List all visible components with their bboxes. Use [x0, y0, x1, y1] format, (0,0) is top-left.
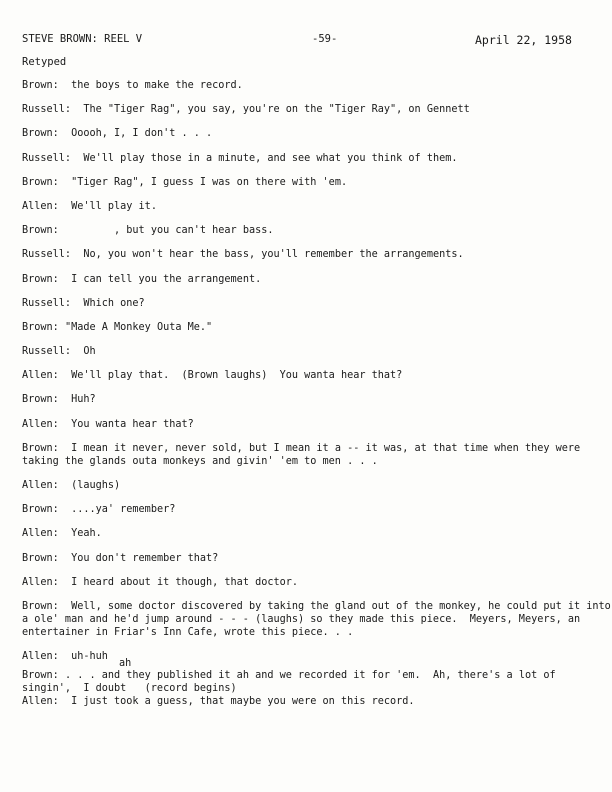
transcript-line	[22, 201, 592, 213]
reel-title: STEVE BROWN: REEL V	[22, 33, 143, 45]
transcript-line	[22, 670, 592, 682]
speaker-name: Brown:	[22, 321, 59, 333]
line-text: entertainer in Friar's Inn Cafe, wrote this piece. . .	[22, 626, 354, 638]
transcript-line	[22, 443, 592, 455]
speaker-name: Russell:	[22, 346, 72, 358]
line-text: Ooooh, I, I don't . . .	[58, 128, 213, 140]
interjection-ah: ah	[119, 658, 132, 670]
speaker-name: Brown:	[22, 504, 59, 516]
speaker-name: Brown:	[22, 80, 59, 91]
line-text: . . . and they published it ah and we recorded it for 'em. Ah, there's a lot of	[58, 670, 556, 682]
line-text: You don't remember that?	[58, 552, 219, 564]
speaker-name: Brown:	[22, 225, 59, 237]
page-number: -59-	[312, 33, 338, 45]
page-date: April 22, 1958	[475, 33, 572, 47]
speaker-name: Brown:	[22, 600, 59, 612]
transcript-line	[22, 225, 592, 237]
line-text: Which one?	[71, 297, 145, 309]
line-text: uh-huh	[58, 651, 108, 663]
transcript-line	[22, 696, 592, 708]
line-text: I can tell you the arrangement.	[58, 273, 262, 285]
speaker-name: Brown:	[22, 394, 59, 406]
transcript-line	[22, 322, 592, 334]
line-text: You wanta hear that?	[58, 418, 194, 430]
transcript-line	[22, 614, 592, 626]
speaker-name: Allen:	[22, 576, 59, 588]
line-text: Huh?	[58, 394, 96, 406]
line-text: We'll play that. (Brown laughs) You wanta hear that?	[58, 370, 403, 382]
line-text: , but you can't hear bass.	[58, 225, 274, 237]
line-text: We'll play it.	[58, 200, 157, 212]
transcript-line	[22, 274, 592, 286]
retyped-label: Retyped	[22, 56, 67, 68]
transcript	[22, 80, 611, 720]
speaker-name: Russell:	[22, 249, 72, 261]
transcript-line	[22, 298, 592, 310]
transcript-line	[22, 683, 592, 695]
line-text: Well, some doctor discovered by taking the gland out of the monkey, he could put it into	[58, 600, 611, 612]
line-text: taking the glands outa monkeys and givin' 'em to men . . .	[22, 455, 378, 467]
transcript-line	[22, 553, 592, 565]
transcript-line	[22, 627, 592, 639]
line-text: "Made A Monkey Outa Me."	[58, 321, 213, 333]
speaker-name: Brown:	[22, 442, 59, 454]
transcript-line	[22, 577, 592, 589]
line-text: I heard about it though, that doctor.	[58, 576, 299, 588]
line-text: ....ya' remember?	[58, 504, 176, 516]
line-text: Yeah.	[58, 528, 102, 540]
line-text: (laughs)	[58, 480, 121, 491]
transcript-line	[22, 600, 611, 613]
line-text: a ole' man and he'd jump around - - - (laughs) so they made this piece. Meyers, Meyers, an	[22, 613, 581, 625]
transcript-line	[22, 504, 592, 516]
transcript-line	[22, 394, 592, 406]
speaker-name: Russell:	[22, 152, 72, 164]
transcript-line	[22, 177, 592, 189]
speaker-name: Allen:	[22, 480, 59, 491]
speaker-name: Allen:	[22, 370, 59, 382]
line-text: Oh	[71, 346, 96, 358]
transcript-line	[22, 346, 592, 358]
transcript-line	[22, 480, 592, 492]
transcript-line	[22, 104, 592, 116]
transcript-line	[22, 419, 592, 431]
speaker-name: Allen:	[22, 651, 59, 663]
line-text: "Tiger Rag", I guess I was on there with 'em.	[58, 176, 348, 188]
line-text: The "Tiger Rag", you say, you're on the "Tiger Ray", on Gennett	[71, 104, 470, 116]
transcript-line	[22, 128, 592, 140]
transcript-line	[22, 153, 592, 165]
speaker-name: Brown:	[22, 552, 59, 564]
speaker-name: Allen:	[22, 696, 59, 708]
transcript-line	[22, 528, 592, 540]
line-text: No, you won't hear the bass, you'll remember the arrangements.	[71, 249, 464, 261]
line-text: I just took a guess, that maybe you were on this record.	[58, 696, 415, 708]
speaker-name: Brown:	[22, 128, 59, 140]
speaker-name: Brown:	[22, 176, 59, 188]
speaker-name: Russell:	[22, 297, 72, 309]
speaker-name: Brown:	[22, 273, 59, 285]
page-header	[22, 33, 592, 49]
transcript-line	[22, 370, 592, 382]
transcript-line	[22, 249, 592, 261]
line-text: I mean it never, never sold, but I mean it a -- it was, at that time when they were	[58, 442, 581, 454]
transcript-line	[22, 80, 592, 92]
line-text: the boys to make the record.	[58, 80, 243, 91]
line-text: We'll play those in a minute, and see what you think of them.	[71, 152, 458, 164]
transcript-line	[22, 456, 592, 468]
speaker-name: Brown:	[22, 670, 59, 682]
speaker-name: Russell:	[22, 104, 72, 116]
speaker-name: Allen:	[22, 200, 59, 212]
line-text: singin', I doubt (record begins)	[22, 683, 237, 695]
speaker-name: Allen:	[22, 418, 59, 430]
speaker-name: Allen:	[22, 528, 59, 540]
